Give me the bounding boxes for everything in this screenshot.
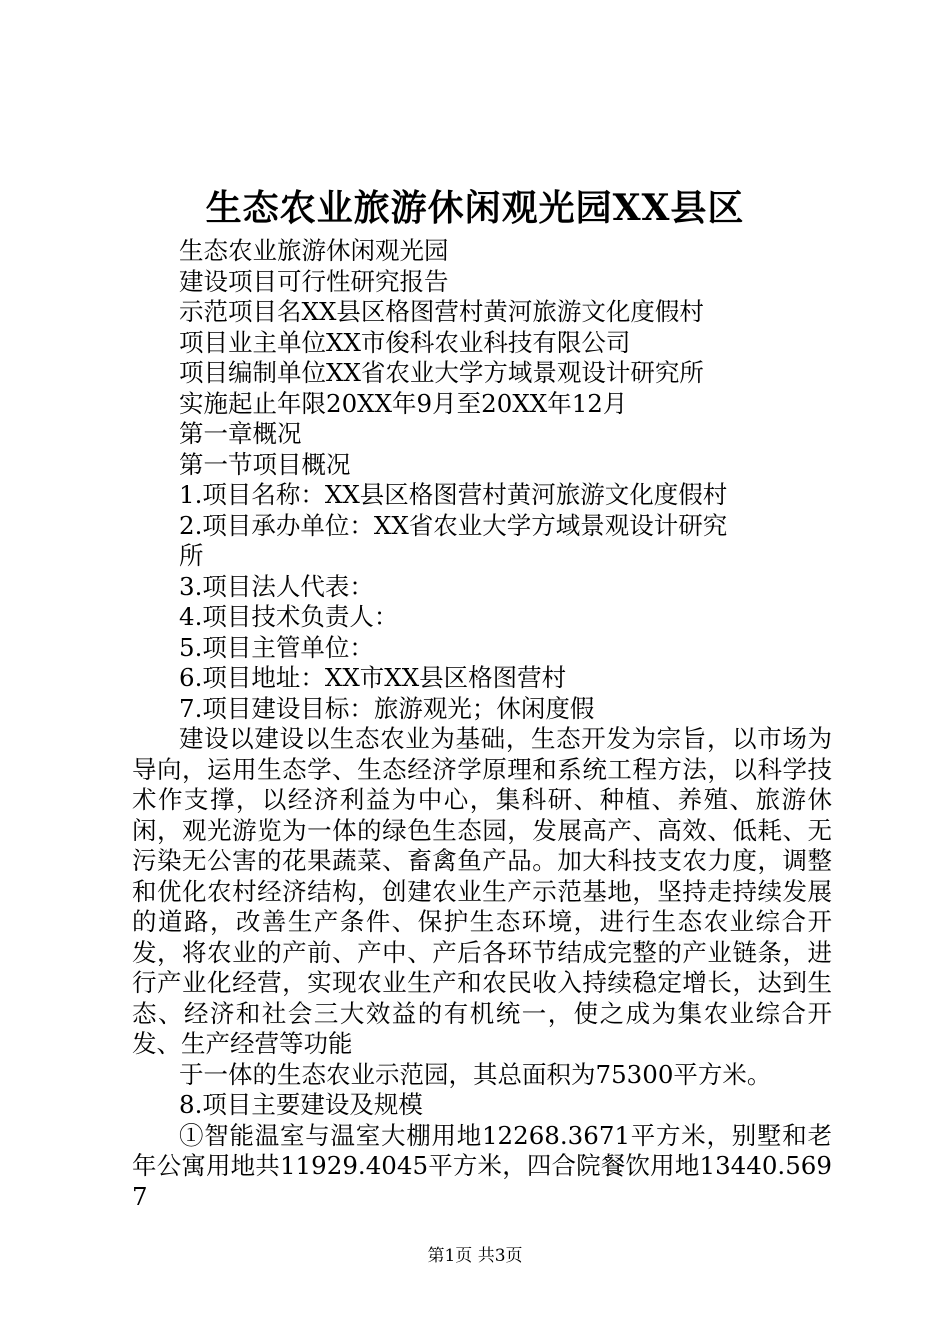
header-line-owner-unit: 项目业主单位XX市俊科农业科技有限公司: [179, 327, 631, 357]
list-item-8: 8.项目主要建设及规模: [179, 1090, 423, 1119]
document-body: [132, 236, 832, 1212]
header-line-compiling-unit: 项目编制单位XX省农业大学方域景观设计研究所: [179, 358, 704, 387]
list-item-3: 3.项目法人代表：: [179, 571, 374, 601]
body-paragraph-area: 于一体的生态农业示范园，其总面积为75300平方米。: [179, 1059, 772, 1089]
header-line-demo-project: 示范项目名XX县区格图营村黄河旅游文化度假村: [179, 297, 704, 326]
header-line-project-name: 生态农业旅游休闲观光园: [179, 236, 449, 265]
page-number-footer: 第1页 共3页: [427, 1246, 523, 1266]
section-heading: 第一节项目概况: [179, 449, 351, 479]
list-item-2: 2.项目承办单位：XX省农业大学方域景观设计研究: [179, 510, 728, 540]
list-item-4: 4.项目技术负责人：: [179, 602, 399, 631]
document-title: 生态农业旅游休闲观光园XX县区: [205, 187, 745, 229]
header-line-report-type: 建设项目可行性研究报告: [179, 266, 449, 296]
header-line-period: 实施起止年限20XX年9月至20XX年12月: [179, 388, 628, 418]
list-item-7: 7.项目建设目标：旅游观光；休闲度假: [179, 693, 595, 723]
body-paragraph-construction: 建设以建设以生态农业为基础，生态开发为宗旨，以市场为导向，运用生态学、生态经济学原理和系统工程方法，以科学技术作支撑，以经济利益为中心，集科研、种植、养殖、旅游休闲，观光游览为一体的绿色生态园，发展高产、高效、低耗、无污染无公害的花果蔬菜、畜禽鱼产品。加大科技支农力度，调整和优化农村经济结构，创建农业生产示范基地，坚持走持续发展的道路，改善生产条件、保护生态环境，进行生态农业综合开发，将农业的产前、产中、产后各环节结成完整的产业链条，进行产业化经营，实现农业生产和农民收入持续稳定增长，达到生态、经济和社会三大效益的有机统一，使之成为集农业综合开发、生产经营等功能: [132, 724, 832, 1058]
list-item-1: 1.项目名称：XX县区格图营村黄河旅游文化度假村: [179, 480, 728, 509]
body-paragraph-land-use: ①智能温室与温室大棚用地12268.3671平方米，别墅和老年公寓用地共11929.4045平方米，四合院餐饮用地13440.5697: [132, 1120, 832, 1211]
list-item-5: 5.项目主管单位：: [179, 632, 374, 662]
list-item-2-continued: 所: [179, 541, 204, 570]
chapter-heading: 第一章概况: [179, 419, 302, 448]
list-item-6: 6.项目地址：XX市XX县区格图营村: [179, 663, 567, 692]
